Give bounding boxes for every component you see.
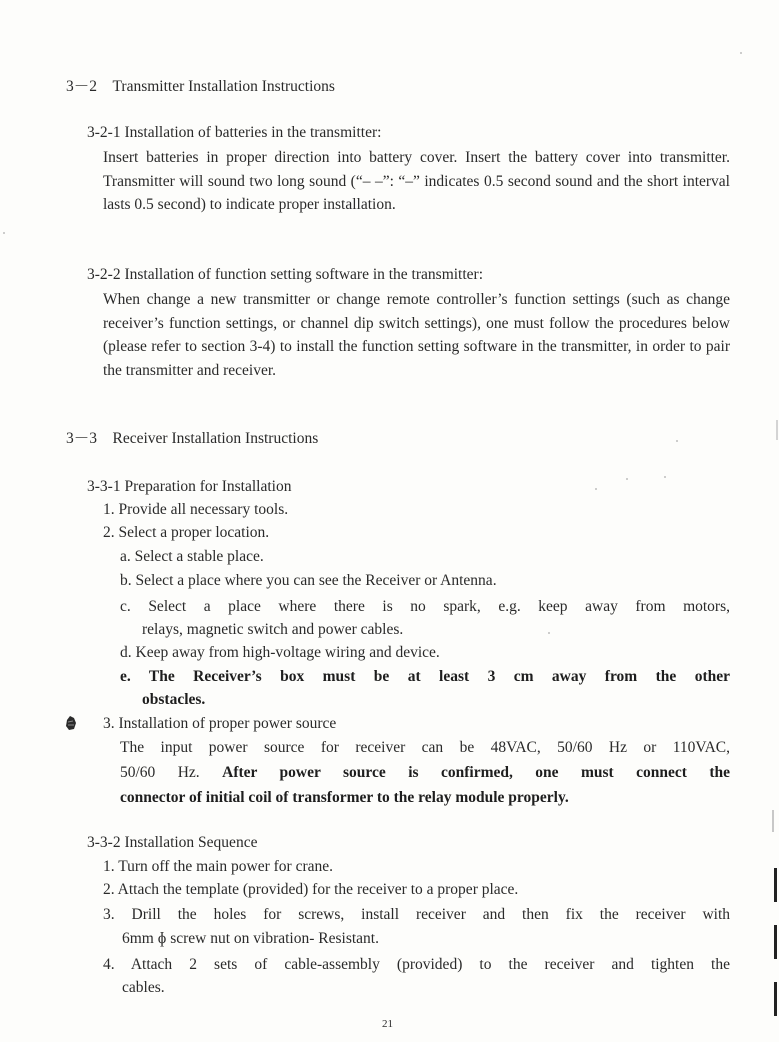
section-3-2-2-body: When change a new transmitter or change remote controller’s function settings (such as change receiver’s function settings, or channel dip switch settings), one must follow the procedures below (please refer to section 3-4) to install the function setting software in the transmitter, in order to pair the transmitter and receiver. — [103, 291, 730, 379]
list-item: 2. Select a proper location. — [103, 524, 270, 541]
list-item: 1. Provide all necessary tools. — [103, 501, 289, 518]
scan-speck — [3, 232, 5, 234]
sub-list-item-bold: e. The Receiver’s box must be at least 3 cm away from the other — [120, 668, 730, 685]
scan-edge-mark — [774, 868, 777, 902]
sub-list-item-bold-continuation: obstacles. — [142, 691, 206, 708]
section-3-2-title: 3－2 Transmitter Installation Instructions — [66, 78, 335, 95]
paragraph-text: 50/60 Hz. — [120, 764, 223, 781]
ink-mark-icon — [64, 715, 78, 731]
scan-speck — [740, 52, 742, 54]
scan-edge-mark — [774, 925, 777, 959]
sub-list-item: d. Keep away from high-voltage wiring and device. — [120, 644, 440, 661]
section-3-3-title: 3－3 Receiver Installation Instructions — [66, 430, 319, 447]
scan-edge-mark — [772, 810, 774, 832]
scan-speck — [595, 488, 597, 490]
scan-edge-mark — [776, 420, 778, 440]
scan-speck — [676, 440, 678, 442]
section-3-2-2-heading: 3-2-2 Installation of function setting software in the transmitter: — [87, 266, 484, 283]
list-item: 1. Turn off the main power for crane. — [103, 858, 334, 875]
scan-edge-mark — [774, 982, 777, 1016]
list-item: 2. Attach the template (provided) for the receiver to a proper place. — [103, 881, 519, 898]
section-3-3-1-heading: 3-3-1 Preparation for Installation — [87, 478, 292, 495]
paragraph-line — [120, 763, 730, 782]
list-item: 3. Installation of proper power source — [103, 715, 337, 732]
scan-speck — [548, 632, 550, 634]
scan-speck — [664, 476, 666, 478]
sub-list-item-continuation: relays, magnetic switch and power cables. — [142, 621, 404, 638]
paragraph-bold-text: After power source is confirmed, one must connect the — [222, 764, 731, 781]
paragraph-line: The input power source for receiver can be 48VAC, 50/60 Hz or 110VAC, — [120, 739, 730, 756]
sub-list-item: a. Select a stable place. — [120, 548, 264, 565]
sub-list-item: c. Select a place where there is no spark, e.g. keep away from motors, — [120, 598, 730, 615]
section-3-3-2-heading: 3-3-2 Installation Sequence — [87, 834, 258, 851]
list-item: 4. Attach 2 sets of cable-assembly (provided) to the receiver and tighten the — [103, 956, 730, 973]
section-3-2-1-heading: 3-2-1 Installation of batteries in the transmitter: — [87, 124, 382, 141]
sub-list-item: b. Select a place where you can see the Receiver or Antenna. — [120, 572, 497, 589]
section-3-2-1-body: Insert batteries in proper direction into battery cover. Insert the battery cover into transmitter. Transmitter will sound two long sound (“– –”: “–” indicates 0.5 second sound and the short interval lasts 0.5 second) to indicate proper installation. — [103, 149, 730, 213]
list-item: 3. Drill the holes for screws, install receiver and then fix the receiver with — [103, 906, 730, 923]
list-item-continuation: 6mm ɸ screw nut on vibration- Resistant. — [122, 930, 379, 947]
list-item-continuation: cables. — [122, 979, 165, 996]
paragraph-bold-line: connector of initial coil of transformer to the relay module properly. — [120, 789, 569, 806]
page-number: 21 — [382, 1018, 393, 1030]
scan-speck — [626, 478, 628, 480]
